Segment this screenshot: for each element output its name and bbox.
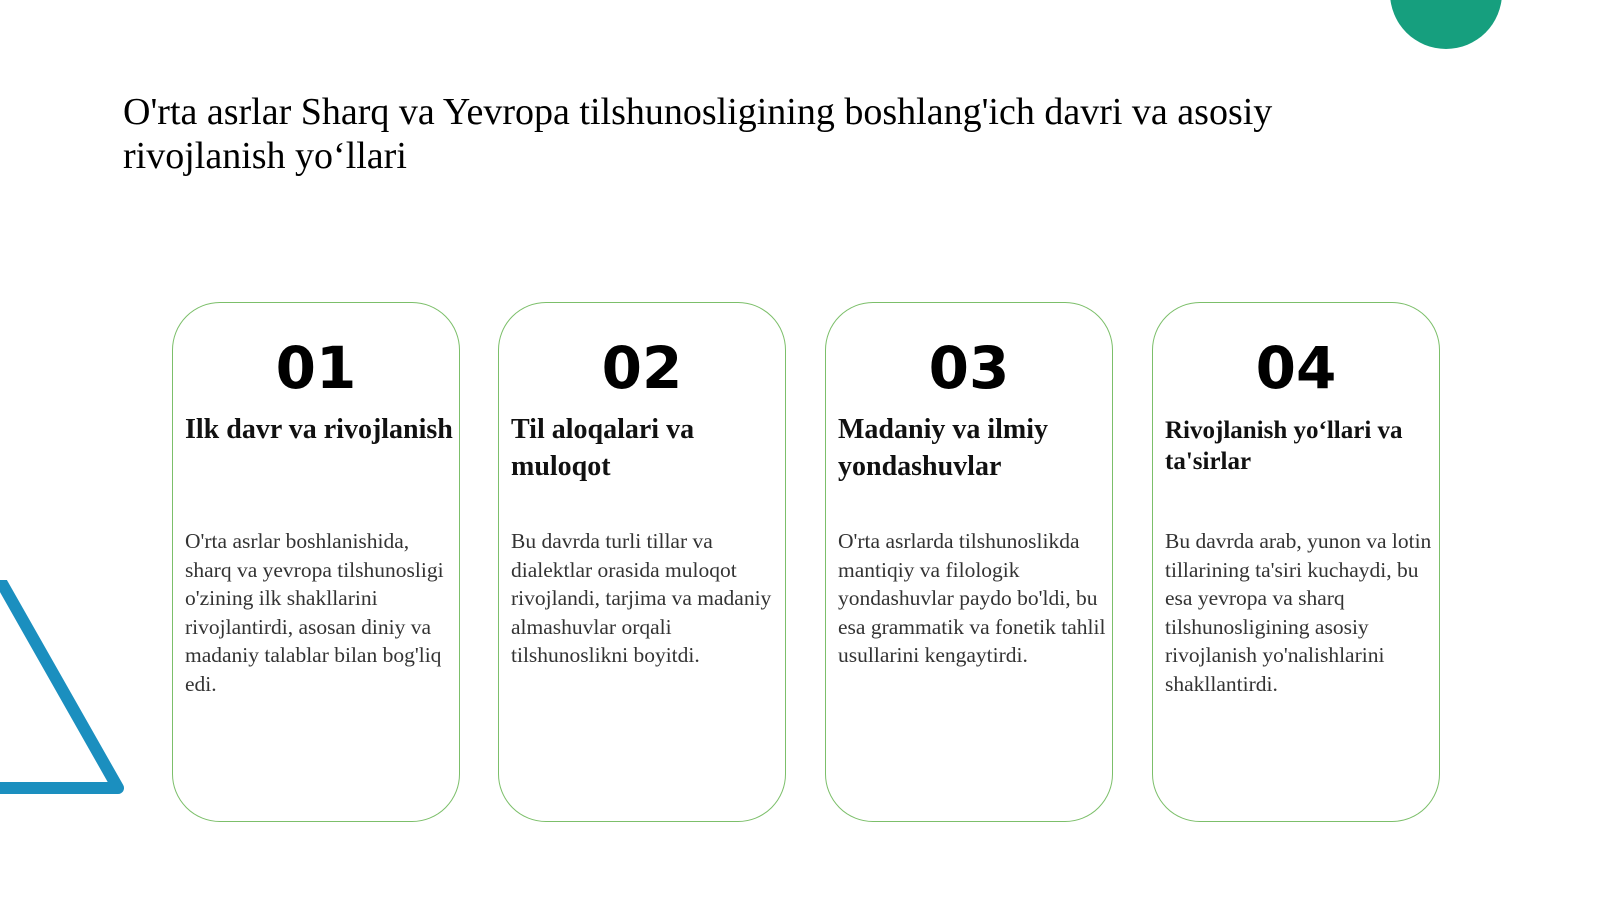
triangle-outline-decoration bbox=[0, 580, 140, 820]
card-number: 04 bbox=[1255, 334, 1337, 402]
card-body: Bu davrda arab, yunon va lotin tillarining ta'siri kuchaydi, bu esa yevropa va sharq tilshunosligining asosiy rivojlanish yo'nalishlarini shakllantirdi. bbox=[1165, 529, 1432, 696]
card-heading: Til aloqalari va muloqot bbox=[511, 414, 695, 482]
card-01 bbox=[172, 302, 460, 822]
card-body: Bu davrda turli tillar va dialektlar orasida muloqot rivojlandi, tarjima va madaniy almashuvlar orqali tilshunoslikni boyitdi. bbox=[511, 529, 772, 667]
card-body: O'rta asrlar boshlanishida, sharq va yevropa tilshunosligi o'zining ilk shakllarini rivojlantirdi, asosan diniy va madaniy talablar bilan bog'liq edi. bbox=[185, 529, 444, 696]
card-heading: Ilk davr va rivojlanish bbox=[185, 414, 453, 445]
card-body: O'rta asrlarda tilshunoslikda mantiqiy va filologik yondashuvlar paydo bo'ldi, bu esa grammatik va fonetik tahlil usullarini kengaytirdi. bbox=[838, 529, 1106, 667]
card-number: 01 bbox=[275, 334, 357, 402]
card-heading: Madaniy va ilmiy yondashuvlar bbox=[838, 414, 1049, 482]
card-heading: Rivojlanish yo‘llari va ta'sirlar bbox=[1165, 417, 1403, 475]
card-number: 02 bbox=[601, 334, 683, 402]
card-04 bbox=[1152, 302, 1440, 822]
card-02 bbox=[498, 302, 786, 822]
accent-circle-decoration bbox=[1390, 0, 1502, 49]
slide-title: O'rta asrlar Sharq va Yevropa tilshunosligining boshlang'ich davri va asosiy rivojlanish yo‘llari bbox=[123, 91, 1273, 177]
card-03 bbox=[825, 302, 1113, 822]
card-number: 03 bbox=[928, 334, 1010, 402]
